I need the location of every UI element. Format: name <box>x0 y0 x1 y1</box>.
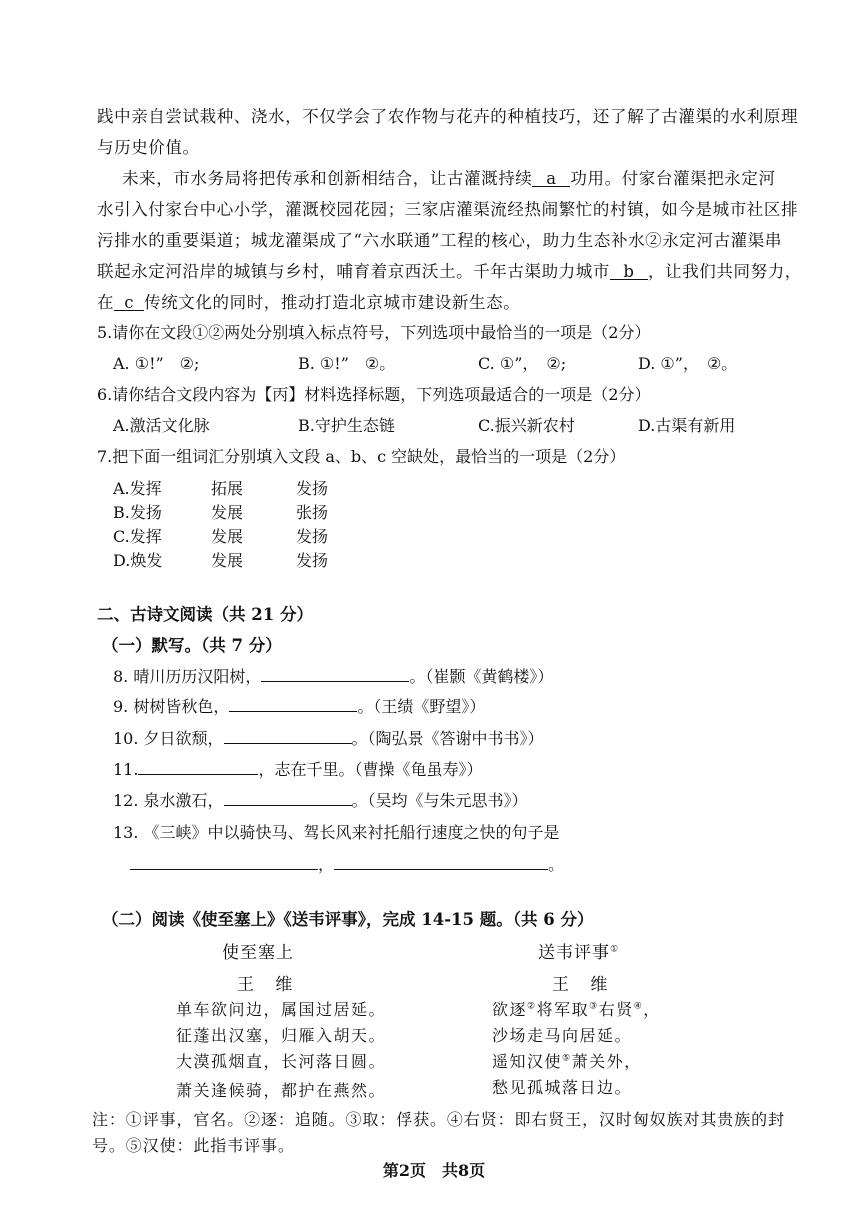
section-2-sub2: （二）阅读《使至塞上》《送韦评事》，完成 14-15 题。（共 6 分） <box>102 910 594 929</box>
passage-text: 功用。付家台灌渠把永定河 <box>570 169 776 188</box>
note-ref-2: ② <box>527 1001 537 1012</box>
poem-2-text: 萧关外， <box>571 1052 642 1071</box>
q12-prompt: 12. 泉水激石， <box>113 791 224 810</box>
poem-2-title-text: 送韦评事 <box>538 943 610 963</box>
note-ref-3: ③ <box>589 1001 599 1012</box>
q6-option-c[interactable]: C.振兴新农村 <box>478 416 575 435</box>
q5-option-d[interactable]: D. ①”， ②。 <box>638 354 738 373</box>
question-12 <box>113 788 528 811</box>
q5-option-a[interactable]: A. ①!” ②; <box>113 354 200 373</box>
q9-source: 。（王绩《野望》） <box>357 697 486 716</box>
q13-end: 。 <box>548 855 565 874</box>
poem-1-line: 单车欲问边，属国过居延。 <box>176 1000 387 1019</box>
passage-line <box>97 289 520 313</box>
page-number: 第2页 共8页 <box>382 1161 486 1180</box>
passage-text: 未来，市水务局将把传承和创新相结合，让古灌溉持续 <box>122 169 533 188</box>
q7-option-c[interactable]: C.发挥 <box>113 527 162 546</box>
poem-1-title: 使至塞上 <box>222 943 294 963</box>
blank-b: b <box>610 264 648 280</box>
poem-1-line: 萧关逢候骑，都护在燕然。 <box>176 1081 387 1100</box>
note-ref-5: ⑤ <box>562 1053 572 1064</box>
notes-line-1: 注：①评事，官名。②逐：追随。③取：俘获。④右贤：即右贤王，汉时匈奴族对其贵族的封 <box>92 1110 785 1129</box>
question-9 <box>113 694 485 717</box>
passage-text: ，让我们共同努力， <box>648 262 802 281</box>
poem-2-text: 将军取 <box>536 1000 590 1019</box>
q7-option-a-word3: 发扬 <box>296 479 329 498</box>
passage-text: 在 <box>97 293 115 312</box>
section-2-title: 二、古诗文阅读（共 21 分） <box>97 605 313 624</box>
q9-answer-blank[interactable] <box>229 711 357 712</box>
question-10 <box>113 726 544 749</box>
poem-2-text: 遥知汉使 <box>492 1052 563 1071</box>
passage-line: 污排水的重要渠道；城龙灌渠成了“六水联通”工程的核心，助力生态补水②永定河古灌渠串 <box>97 231 782 250</box>
q10-answer-blank[interactable] <box>224 743 352 744</box>
passage-line <box>97 258 802 282</box>
passage-line <box>122 165 776 189</box>
q9-prompt: 9. 树树皆秋色， <box>113 697 230 716</box>
q10-source: 。（陶弘景《答谢中书书》） <box>351 729 544 748</box>
q6-option-d[interactable]: D.古渠有新用 <box>638 416 736 435</box>
q6-option-a[interactable]: A.激活文化脉 <box>113 416 210 435</box>
blank-c: c <box>114 295 144 311</box>
q7-option-d-word3: 发扬 <box>296 551 329 570</box>
q8-answer-blank[interactable] <box>261 681 409 682</box>
q13-separator: ， <box>318 855 335 874</box>
q8-source: 。（崔颢《黄鹤楼》） <box>409 667 554 686</box>
q7-option-b-word3: 张扬 <box>296 503 329 522</box>
question-5-stem: 5.请你在文段①②两处分别填入标点符号，下列选项中最恰当的一项是（2分） <box>97 323 651 342</box>
q7-option-d[interactable]: D.焕发 <box>113 551 163 570</box>
q5-option-c[interactable]: C. ①”， ②; <box>478 354 567 373</box>
poem-1-line: 征蓬出汉塞，归雁入胡天。 <box>176 1026 387 1045</box>
poem-2-line <box>492 1049 642 1072</box>
q7-option-d-word2: 发展 <box>211 551 244 570</box>
q11-number: 11. <box>113 760 139 779</box>
q5-option-b[interactable]: B. ①!” ②。 <box>298 354 396 373</box>
poem-2-title-note: ① <box>610 944 620 955</box>
passage-text: 联起永定河沿岸的城镇与乡村，哺育着京西沃土。千年古渠助力城市 <box>97 262 610 281</box>
question-6-stem: 6.请你结合文段内容为【丙】材料选择标题，下列选项最适合的一项是（2分） <box>97 385 651 404</box>
poem-2-line: 沙场走马向居延。 <box>492 1026 633 1045</box>
poem-1-author: 王 维 <box>237 975 301 995</box>
q7-option-b-word2: 发展 <box>211 503 244 522</box>
blank-a: a <box>532 171 570 187</box>
note-ref-4: ④ <box>633 1001 644 1012</box>
question-7-stem: 7.把下面一组词汇分别填入文段 a、b、c 空缺处，最恰当的一项是（2分） <box>97 447 626 466</box>
q13-answer-blank-1[interactable] <box>130 869 318 870</box>
poem-2-title <box>538 938 619 963</box>
notes-line-2: 号。⑤汉使：此指韦评事。 <box>92 1136 295 1155</box>
q7-option-c-word2: 发展 <box>211 527 244 546</box>
q7-option-c-word3: 发扬 <box>296 527 329 546</box>
q8-prompt: 8. 晴川历历汉阳树， <box>113 667 262 686</box>
q6-option-b[interactable]: B.守护生态链 <box>298 416 395 435</box>
question-13-answer <box>130 852 564 875</box>
passage-text: 传统文化的同时，推动打造北京城市建设新生态。 <box>144 293 521 312</box>
passage-line: 践中亲自尝试栽种、浇水，不仅学会了农作物与花卉的种植技巧，还了解了古灌渠的水利原理 <box>97 107 799 126</box>
q12-answer-blank[interactable] <box>224 805 352 806</box>
q11-answer-blank[interactable] <box>138 774 258 775</box>
poem-2-line: 愁见孤城落日边。 <box>492 1078 633 1097</box>
question-11 <box>113 757 482 780</box>
q7-option-b[interactable]: B.发扬 <box>113 503 162 522</box>
poem-1-line: 大漠孤烟直，长河落日圆。 <box>176 1052 387 1071</box>
q10-prompt: 10. 夕日欲颓， <box>113 729 224 748</box>
passage-line: 水引入付家台中心小学，灌溉校园花园；三家店灌渠流经热闹繁忙的村镇，如今是城市社区排 <box>97 200 799 219</box>
q7-option-a[interactable]: A.发挥 <box>113 479 162 498</box>
poem-2-author: 王 维 <box>552 975 616 995</box>
poem-2-text: ， <box>643 1000 661 1019</box>
q13-answer-blank-2[interactable] <box>334 869 548 870</box>
poem-2-text: 欲逐 <box>492 1000 528 1019</box>
q12-source: 。（吴均《与朱元思书》） <box>351 791 528 810</box>
q11-source: ，志在千里。（曹操《龟虽寿》） <box>258 760 483 779</box>
poem-2-line <box>492 997 661 1020</box>
passage-line: 与历史价值。 <box>97 138 200 157</box>
section-2-sub1: （一）默写。（共 7 分） <box>102 636 282 655</box>
question-8 <box>113 664 553 687</box>
question-13-stem: 13. 《三峡》中以骑快马、驾长风来衬托船行速度之快的句子是 <box>113 823 560 842</box>
poem-2-text: 右贤 <box>598 1000 634 1019</box>
q7-option-a-word2: 拓展 <box>211 479 244 498</box>
